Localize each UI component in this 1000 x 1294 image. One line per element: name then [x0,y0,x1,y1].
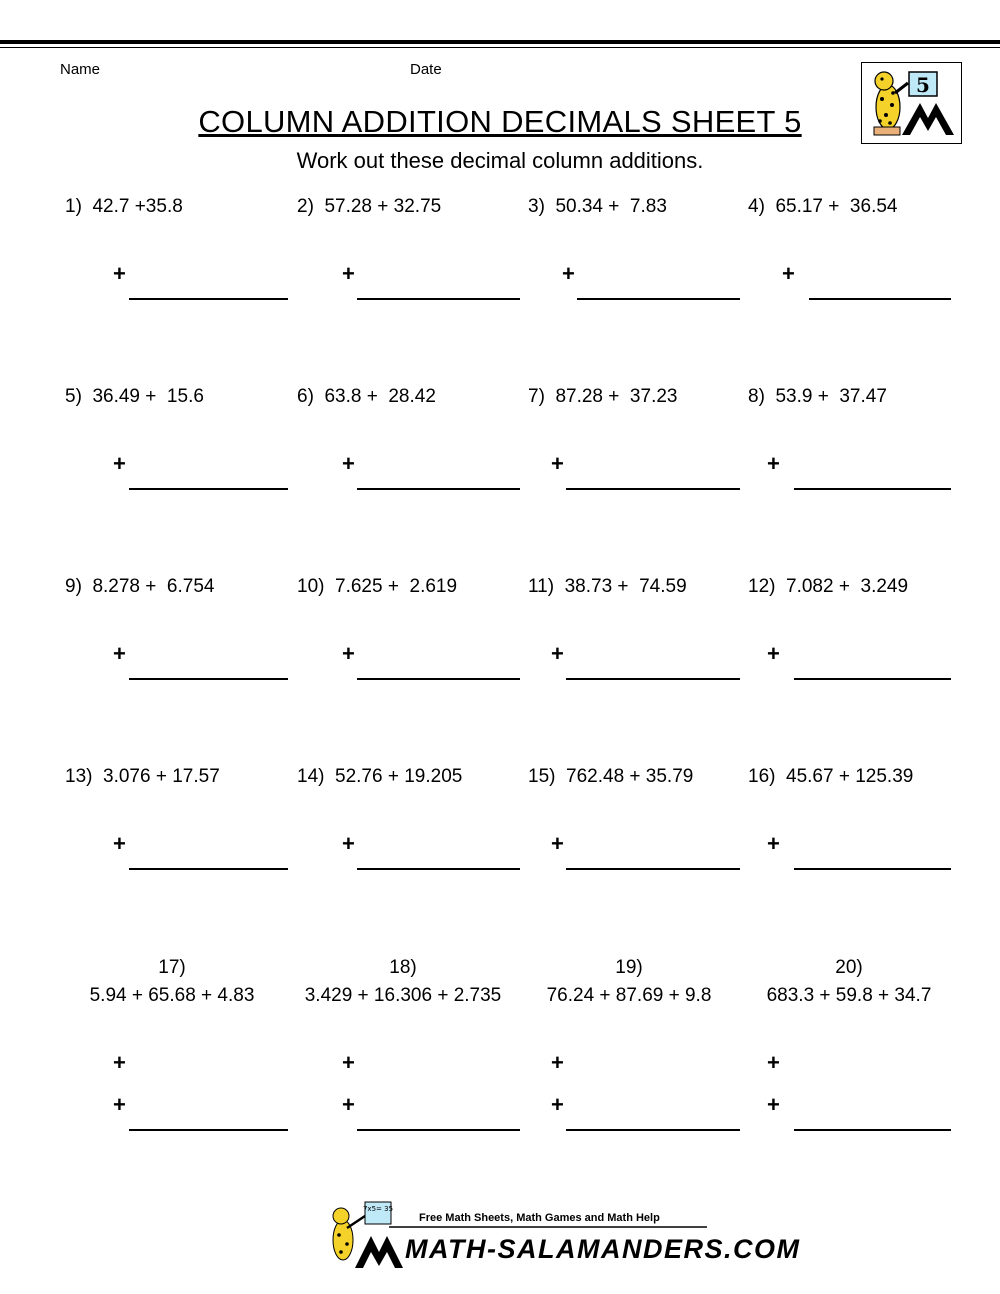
question-2: 2) 57.28 + 32.75 [297,196,442,217]
answer-line[interactable] [129,298,288,300]
answer-line[interactable] [794,678,951,680]
footer-logo [325,1200,801,1272]
name-label: Name [60,61,101,78]
question-number: 19) [615,957,643,978]
question-15: 15) 762.48 + 35.79 [528,766,694,787]
answer-line[interactable] [566,1129,740,1131]
plus-sign: + [767,1050,780,1075]
answer-line[interactable] [566,678,740,680]
answer-line[interactable] [794,488,951,490]
plus-sign: + [342,641,355,666]
question-number: 20) [835,957,863,978]
plus-sign: + [551,641,564,666]
plus-sign: + [782,261,795,286]
salamander-logo-badge [861,62,962,144]
plus-sign: + [113,831,126,856]
question-6: 6) 63.8 + 28.42 [297,386,436,407]
plus-sign: + [113,1092,126,1117]
question-number: 17) [158,957,186,978]
badge-number: 5 [916,73,930,97]
page-subtitle: Work out these decimal column additions. [296,148,704,173]
question-20 [739,954,959,1010]
plus-sign: + [551,451,564,476]
answer-line[interactable] [566,488,740,490]
question-12: 12) 7.082 + 3.249 [748,576,909,597]
top-rule [0,40,1000,44]
plus-sign: + [113,1050,126,1075]
question-number: 18) [389,957,417,978]
answer-line[interactable] [129,868,288,870]
question-19 [519,954,739,1010]
top-rule-thin [0,47,1000,48]
question-11: 11) 38.73 + 74.59 [528,576,687,597]
answer-line[interactable] [577,298,740,300]
question-18 [293,954,513,1010]
plus-sign: + [551,1050,564,1075]
plus-sign: + [767,641,780,666]
answer-line[interactable] [129,488,288,490]
plus-sign: + [342,261,355,286]
question-13: 13) 3.076 + 17.57 [65,766,220,787]
plus-sign: + [113,641,126,666]
question-7: 7) 87.28 + 37.23 [528,386,678,407]
plus-sign: + [342,451,355,476]
plus-sign: + [113,451,126,476]
answer-line[interactable] [357,678,520,680]
question-1: 1) 42.7 +35.8 [65,196,183,217]
question-4: 4) 65.17 + 36.54 [748,196,898,217]
question-expression: 683.3 + 59.8 + 34.7 [766,985,932,1006]
question-3: 3) 50.34 + 7.83 [528,196,667,217]
footer-sign-text: 7x5= 35 [362,1205,394,1213]
plus-sign: + [767,451,780,476]
plus-sign: + [767,831,780,856]
footer-site: MATH-SALAMANDERS.COM [405,1234,801,1264]
answer-line[interactable] [357,1129,520,1131]
answer-line[interactable] [794,868,951,870]
question-8: 8) 53.9 + 37.47 [748,386,887,407]
answer-line[interactable] [357,488,520,490]
plus-sign: + [767,1092,780,1117]
answer-line[interactable] [129,1129,288,1131]
plus-sign: + [113,261,126,286]
plus-sign: + [551,831,564,856]
date-label: Date [410,61,442,78]
plus-sign: + [342,831,355,856]
plus-sign: + [342,1050,355,1075]
plus-sign: + [562,261,575,286]
footer-tagline: Free Math Sheets, Math Games and Math Help [419,1212,660,1224]
question-expression: 76.24 + 87.69 + 9.8 [546,985,712,1006]
question-expression: 5.94 + 65.68 + 4.83 [89,985,255,1006]
question-9: 9) 8.278 + 6.754 [65,576,215,597]
plus-sign: + [342,1092,355,1117]
answer-line[interactable] [129,678,288,680]
answer-line[interactable] [794,1129,951,1131]
question-14: 14) 52.76 + 19.205 [297,766,463,787]
question-5: 5) 36.49 + 15.6 [65,386,204,407]
page-title: COLUMN ADDITION DECIMALS SHEET 5 [198,104,802,139]
answer-line[interactable] [809,298,951,300]
plus-sign: + [551,1092,564,1117]
answer-line[interactable] [357,298,520,300]
question-17 [62,954,282,1010]
question-expression: 3.429 + 16.306 + 2.735 [304,985,502,1006]
question-10: 10) 7.625 + 2.619 [297,576,458,597]
question-16: 16) 45.67 + 125.39 [748,766,914,787]
answer-line[interactable] [566,868,740,870]
answer-line[interactable] [357,868,520,870]
